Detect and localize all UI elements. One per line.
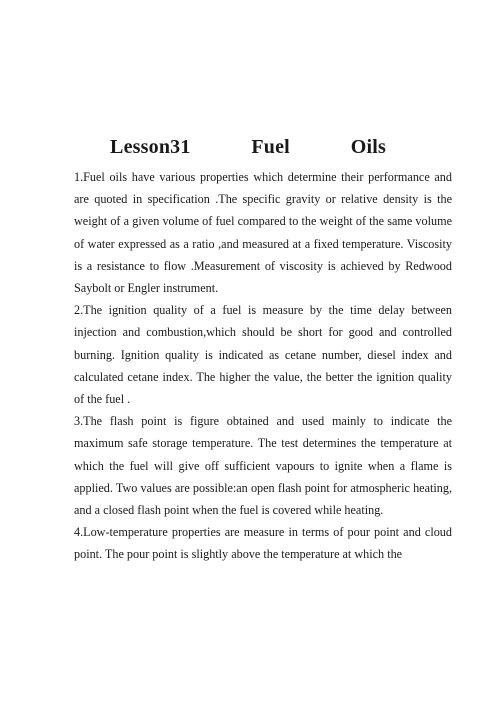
- paragraph-3: 3.The flash point is figure obtained and used mainly to indicate the maximum safe storage temperature. The test determines the temperature at which the fuel will give off sufficient vapours to ignite when a flame is applied. Two values are possible:an open flash point for atmospheric heating, and a closed flash point when the fuel is covered while heating.: [74, 414, 452, 518]
- lesson-title: Lesson31 Fuel Oils: [110, 136, 386, 159]
- lesson-body: [74, 166, 452, 566]
- paragraph-2: 2.The ignition quality of a fuel is measure by the time delay between injection and combustion,which should be short for good and controlled burning. Ignition quality is indicated as cetane number, diesel index and calculated cetane index. The higher the value, the better the ignition quality of the fuel .: [74, 303, 452, 407]
- paragraph-1: 1.Fuel oils have various properties which determine their performance and are quoted in specification .The specific gravity or relative density is the weight of a given volume of fuel compared to the weight of the same volume of water expressed as a ratio ,and measured at a fixed temperature. Viscosity is a resistance to flow .Measurement of viscosity is achieved by Redwood Saybolt or Engler instrument.: [74, 170, 452, 296]
- paragraph-4: 4.Low-temperature properties are measure in terms of pour point and cloud point. The pour point is slightly above the temperature at which the: [74, 525, 452, 562]
